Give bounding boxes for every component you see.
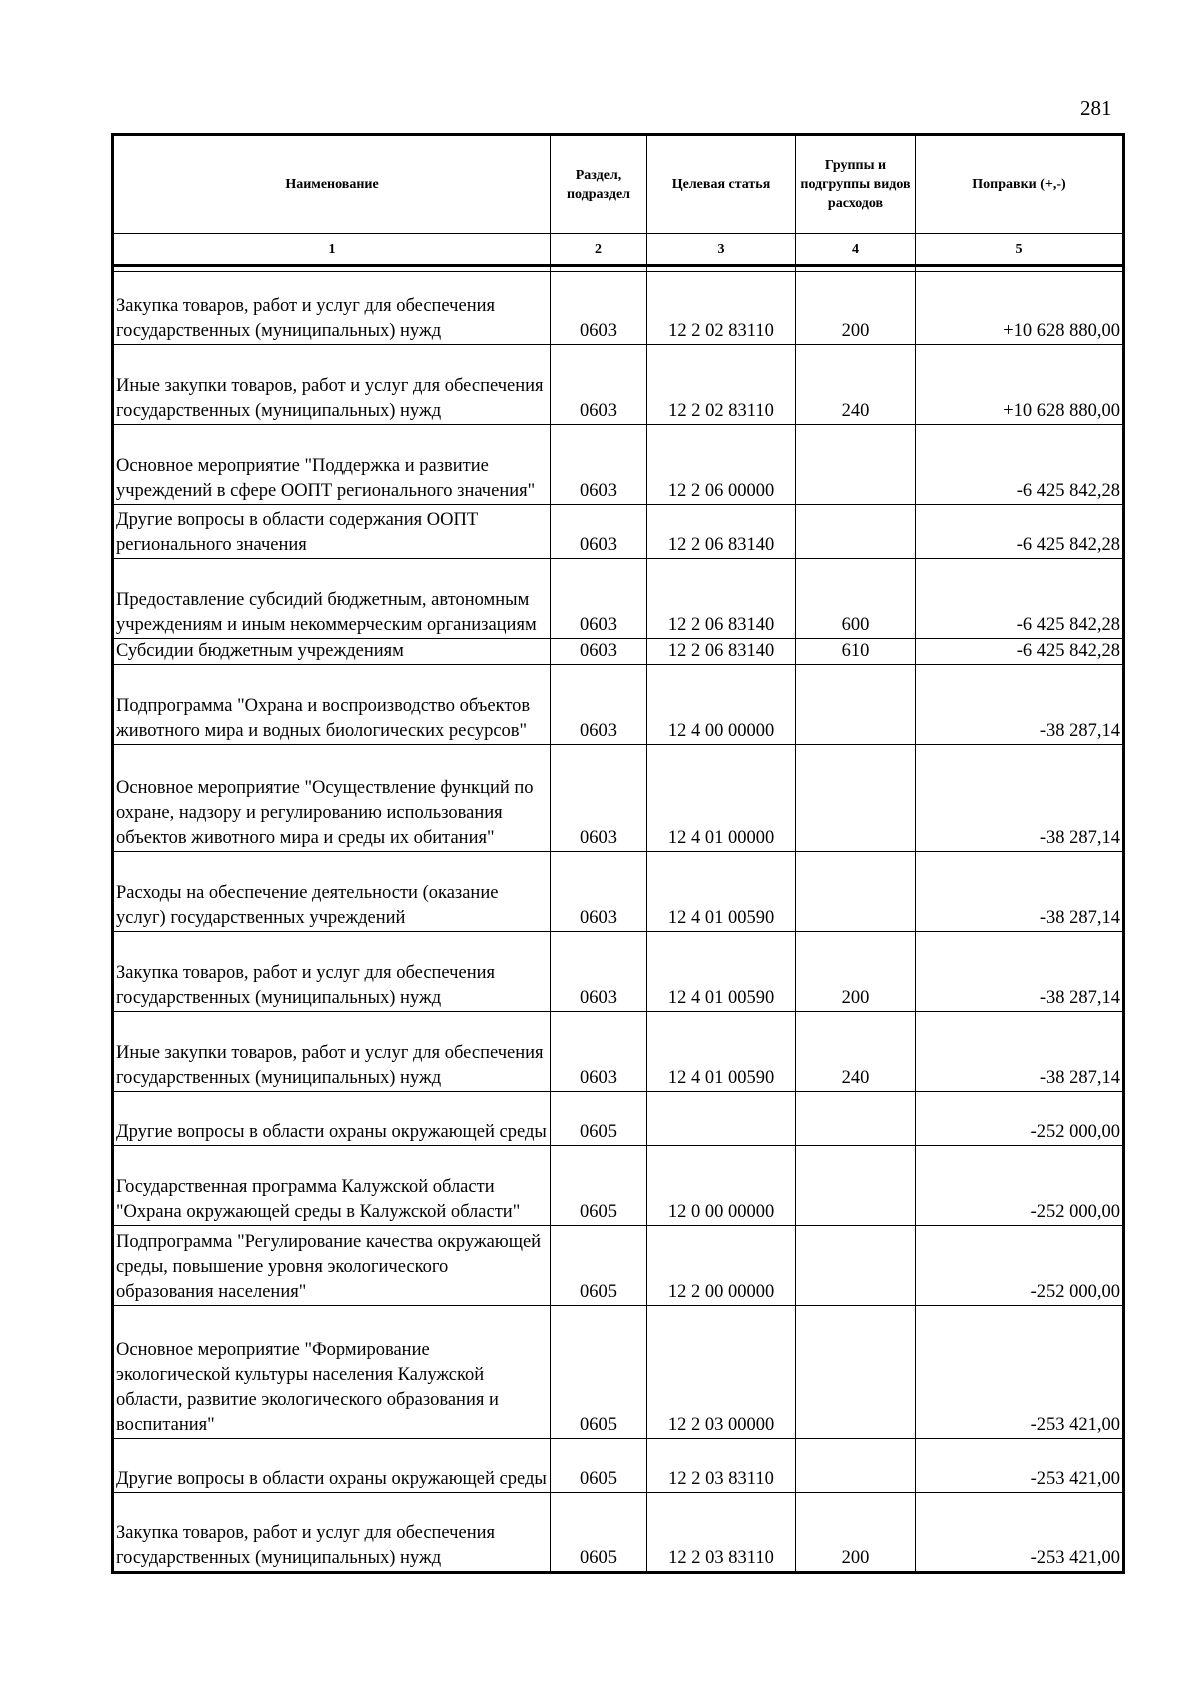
row-target: 12 2 00 00000 [647, 1226, 796, 1306]
row-group: 200 [796, 272, 916, 345]
row-group [796, 745, 916, 852]
table-row [113, 745, 1124, 852]
row-target: 12 2 06 83140 [647, 505, 796, 559]
row-name: Основное мероприятие "Формирование экологической культуры населения Калужской области, развитие экологического образования и воспитания" [113, 1306, 551, 1439]
row-name: Закупка товаров, работ и услуг для обеспечения государственных (муниципальных) нужд [113, 272, 551, 345]
table-header-row [113, 135, 1124, 234]
column-number-row [113, 234, 1124, 266]
row-group [796, 505, 916, 559]
table-row [113, 505, 1124, 559]
row-group [796, 1092, 916, 1146]
row-section: 0605 [551, 1439, 647, 1493]
row-group [796, 1306, 916, 1439]
row-amount: -38 287,14 [916, 932, 1124, 1012]
row-group [796, 1146, 916, 1226]
row-amount: -253 421,00 [916, 1439, 1124, 1493]
column-number: 1 [113, 234, 551, 266]
row-section: 0603 [551, 745, 647, 852]
row-name: Иные закупки товаров, работ и услуг для обеспечения государственных (муниципальных) нужд [113, 345, 551, 425]
row-section: 0603 [551, 505, 647, 559]
row-target: 12 2 03 00000 [647, 1306, 796, 1439]
row-name: Расходы на обеспечение деятельности (оказание услуг) государственных учреждений [113, 852, 551, 932]
row-section: 0603 [551, 559, 647, 639]
row-name: Субсидии бюджетным учреждениям [113, 639, 551, 665]
row-group: 610 [796, 639, 916, 665]
table-row [113, 932, 1124, 1012]
row-group [796, 665, 916, 745]
row-section: 0603 [551, 665, 647, 745]
row-amount: -38 287,14 [916, 1012, 1124, 1092]
table-row [113, 1226, 1124, 1306]
row-section: 0603 [551, 425, 647, 505]
table-row [113, 272, 1124, 345]
table-row [113, 1439, 1124, 1493]
header-section: Раздел, подраздел [551, 135, 647, 234]
row-section: 0603 [551, 1012, 647, 1092]
page-number: 281 [1080, 96, 1112, 120]
row-section: 0605 [551, 1146, 647, 1226]
table-row [113, 345, 1124, 425]
row-target [647, 1092, 796, 1146]
row-section: 0605 [551, 1306, 647, 1439]
row-name: Другие вопросы в области содержания ООПТ регионального значения [113, 505, 551, 559]
row-amount: -38 287,14 [916, 665, 1124, 745]
row-name: Государственная программа Калужской области "Охрана окружающей среды в Калужской области" [113, 1146, 551, 1226]
table-row [113, 1092, 1124, 1146]
row-target: 12 2 03 83110 [647, 1439, 796, 1493]
row-group [796, 1226, 916, 1306]
row-amount: -6 425 842,28 [916, 425, 1124, 505]
column-number: 2 [551, 234, 647, 266]
row-target: 12 2 02 83110 [647, 345, 796, 425]
table-row [113, 1146, 1124, 1226]
row-amount: -253 421,00 [916, 1493, 1124, 1573]
row-group [796, 425, 916, 505]
row-group [796, 852, 916, 932]
row-name: Предоставление субсидий бюджетным, автономным учреждениям и иным некоммерческим организациям [113, 559, 551, 639]
row-amount: -38 287,14 [916, 852, 1124, 932]
row-target: 12 4 00 00000 [647, 665, 796, 745]
table-row [113, 425, 1124, 505]
row-name: Иные закупки товаров, работ и услуг для обеспечения государственных (муниципальных) нужд [113, 1012, 551, 1092]
row-section: 0603 [551, 932, 647, 1012]
row-amount: -6 425 842,28 [916, 559, 1124, 639]
row-name: Другие вопросы в области охраны окружающей среды [113, 1439, 551, 1493]
row-name: Основное мероприятие "Осуществление функций по охране, надзору и регулированию использования объектов животного мира и среды их обитания" [113, 745, 551, 852]
row-target: 12 2 02 83110 [647, 272, 796, 345]
row-group: 200 [796, 932, 916, 1012]
row-target: 12 4 01 00590 [647, 1012, 796, 1092]
row-section: 0603 [551, 639, 647, 665]
table-row [113, 1493, 1124, 1573]
row-name: Подпрограмма "Охрана и воспроизводство объектов животного мира и водных биологических ресурсов" [113, 665, 551, 745]
row-section: 0603 [551, 852, 647, 932]
row-amount: -38 287,14 [916, 745, 1124, 852]
row-amount: +10 628 880,00 [916, 272, 1124, 345]
row-group [796, 1439, 916, 1493]
table-row [113, 639, 1124, 665]
table-row [113, 1306, 1124, 1439]
row-name: Основное мероприятие "Поддержка и развитие учреждений в сфере ООПТ регионального значения" [113, 425, 551, 505]
row-group: 240 [796, 1012, 916, 1092]
row-section: 0603 [551, 272, 647, 345]
column-number: 3 [647, 234, 796, 266]
table-row [113, 665, 1124, 745]
row-name: Другие вопросы в области охраны окружающей среды [113, 1092, 551, 1146]
row-target: 12 0 00 00000 [647, 1146, 796, 1226]
header-target: Целевая статья [647, 135, 796, 234]
row-target: 12 2 06 83140 [647, 559, 796, 639]
row-amount: -6 425 842,28 [916, 639, 1124, 665]
row-group: 600 [796, 559, 916, 639]
row-section: 0605 [551, 1092, 647, 1146]
row-section: 0605 [551, 1493, 647, 1573]
table-row [113, 1012, 1124, 1092]
row-section: 0603 [551, 345, 647, 425]
row-amount: -252 000,00 [916, 1226, 1124, 1306]
row-amount: -253 421,00 [916, 1306, 1124, 1439]
row-amount: -252 000,00 [916, 1092, 1124, 1146]
header-amendments: Поправки (+,-) [916, 135, 1124, 234]
header-name: Наименование [113, 135, 551, 234]
row-target: 12 4 01 00000 [647, 745, 796, 852]
row-name: Закупка товаров, работ и услуг для обеспечения государственных (муниципальных) нужд [113, 1493, 551, 1573]
header-groups: Группы и подгруппы видов расходов [796, 135, 916, 234]
budget-amendments-table [111, 133, 1125, 1574]
row-target: 12 4 01 00590 [647, 852, 796, 932]
row-group: 200 [796, 1493, 916, 1573]
column-number: 4 [796, 234, 916, 266]
row-target: 12 4 01 00590 [647, 932, 796, 1012]
table-row [113, 852, 1124, 932]
row-amount: +10 628 880,00 [916, 345, 1124, 425]
row-amount: -6 425 842,28 [916, 505, 1124, 559]
row-name: Закупка товаров, работ и услуг для обеспечения государственных (муниципальных) нужд [113, 932, 551, 1012]
row-target: 12 2 03 83110 [647, 1493, 796, 1573]
row-target: 12 2 06 00000 [647, 425, 796, 505]
column-number: 5 [916, 234, 1124, 266]
row-amount: -252 000,00 [916, 1146, 1124, 1226]
row-group: 240 [796, 345, 916, 425]
row-section: 0605 [551, 1226, 647, 1306]
row-name: Подпрограмма "Регулирование качества окружающей среды, повышение уровня экологического образования населения" [113, 1226, 551, 1306]
table-row [113, 559, 1124, 639]
row-target: 12 2 06 83140 [647, 639, 796, 665]
